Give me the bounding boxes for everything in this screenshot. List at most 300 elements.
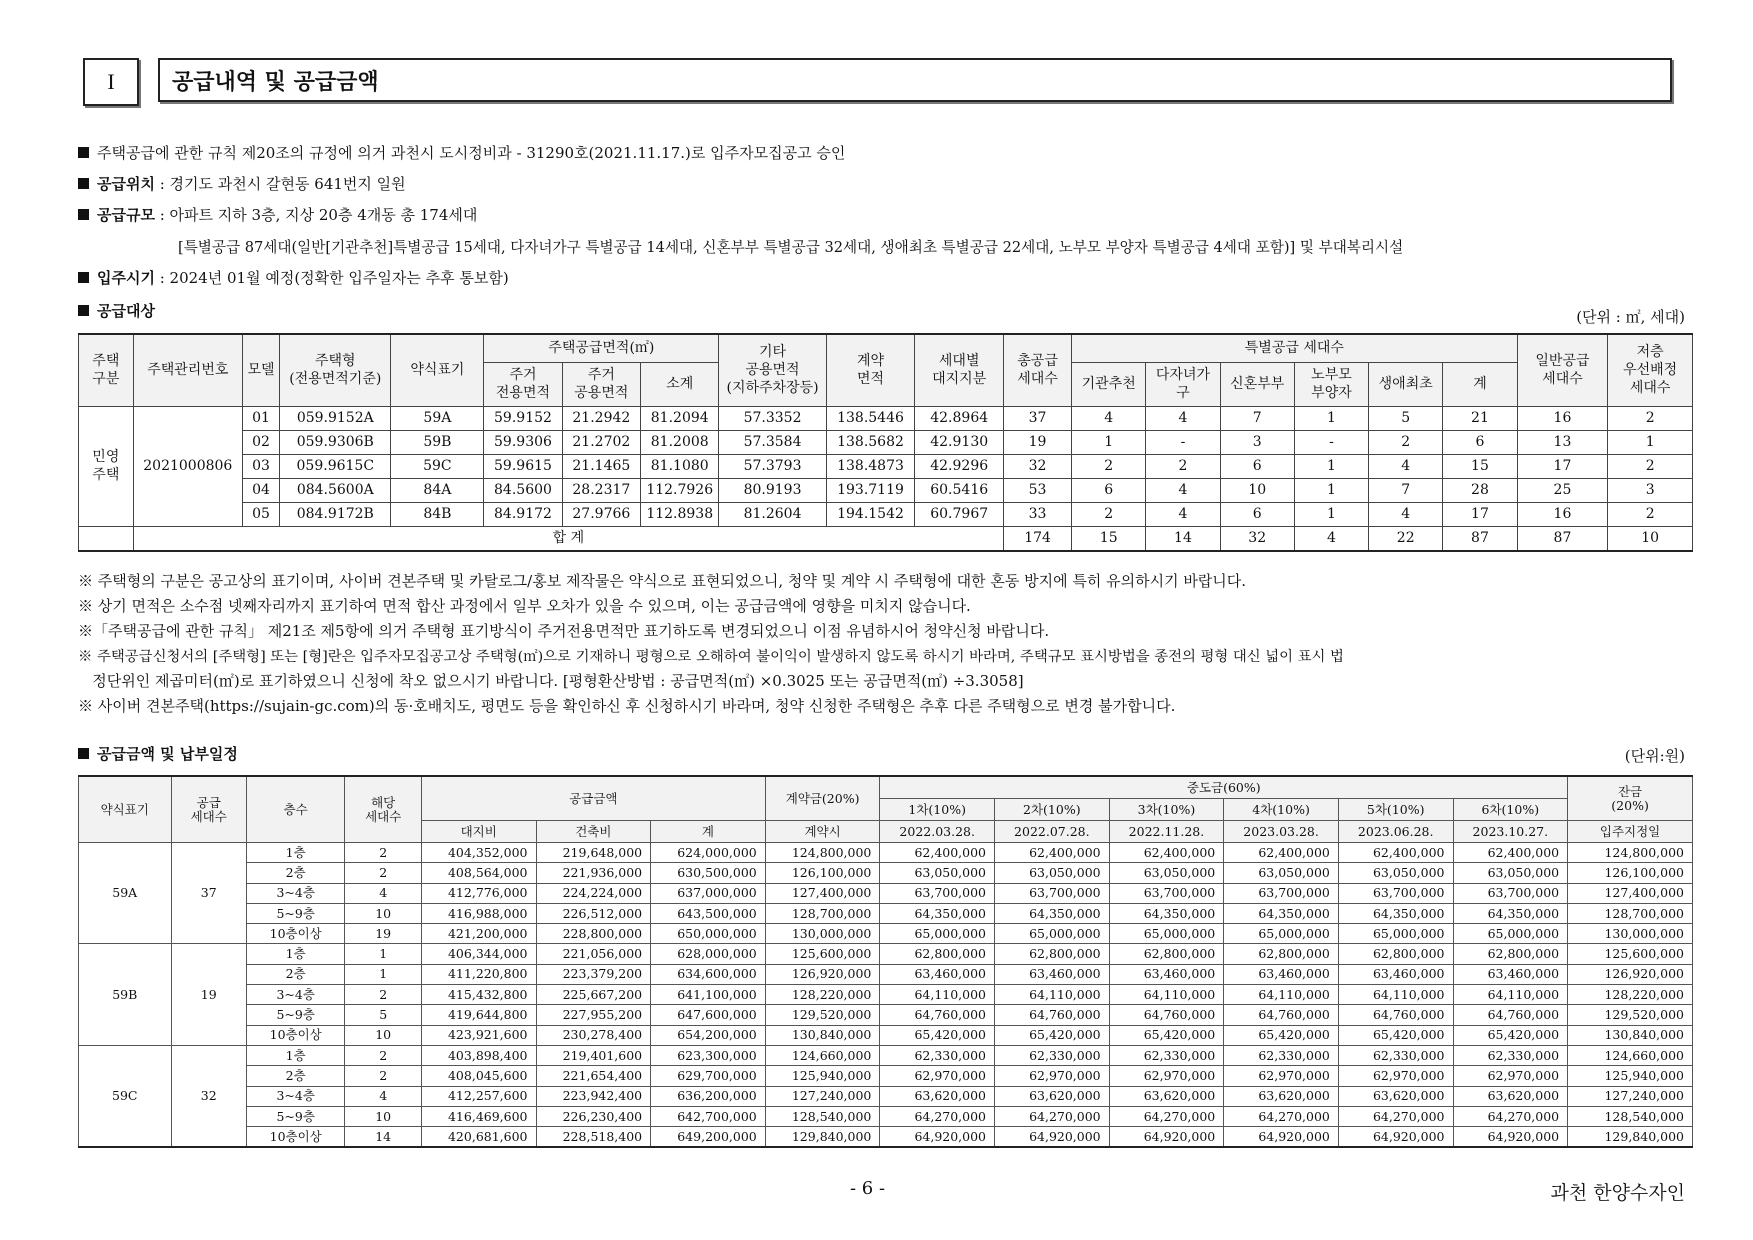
table-cell: 130,000,000 [1568, 924, 1693, 944]
table-cell: 64,350,000 [880, 903, 995, 923]
table-cell: 63,620,000 [880, 1086, 995, 1106]
hdr-land: 대지비 [421, 821, 536, 843]
table-cell: 17 [1517, 454, 1608, 478]
table-cell: 636,200,000 [651, 1086, 766, 1106]
table-cell: 57.3793 [719, 454, 826, 478]
table-cell: 62,400,000 [1109, 843, 1224, 863]
table-cell: 64,270,000 [1224, 1106, 1339, 1126]
note: ※ 상기 면적은 소수점 넷째자리까지 표기하여 면적 합산 과정에서 일부 오차가 있을 수 있으며, 이는 공급금액에 영향을 미치지 않습니다. [78, 597, 971, 615]
table-row [79, 944, 1693, 964]
hdr-firsttime: 생애최초 [1369, 362, 1443, 406]
table-cell: 223,379,200 [536, 964, 651, 984]
hdr-price-group: 공급금액 [421, 776, 765, 821]
location-line [78, 173, 406, 194]
table-cell: 64,110,000 [1453, 985, 1568, 1005]
hdr-newlywed: 신혼부부 [1220, 362, 1294, 406]
table-cell: 634,600,000 [651, 964, 766, 984]
hdr-contract-area: 계약 면적 [826, 334, 915, 406]
table-cell: 1층 [246, 1045, 345, 1065]
table-cell: 4 [1072, 406, 1146, 430]
table-cell: 63,460,000 [1224, 964, 1339, 984]
table-cell: 65,420,000 [1338, 1025, 1453, 1045]
note: ※ 주택공급신청서의 [주택형] 또는 [형]란은 입주자모집공고상 주택형(㎡)으로 기재하니 평형으로 오해하여 불이익이 발생하지 않도록 하시기 바라며, 주택규모 표시방법을 종전의 평형 대신 넓이 표시 법 [78, 649, 1344, 665]
table-cell: 57.3352 [719, 406, 826, 430]
table-cell: 64,920,000 [995, 1127, 1110, 1148]
note: 정단위인 제곱미터(㎡)로 표기하였으니 신청에 착오 없으시기 바랍니다. [평형환산방법 : 공급면적(㎡) ×0.3025 또는 공급면적(㎡) ÷3.3058] [78, 672, 1024, 690]
hdr-house-type: 주택형 (전용면적기준) [280, 334, 391, 406]
hdr-institution: 기관추천 [1072, 362, 1146, 406]
notes-block [78, 570, 1698, 720]
table-cell: 21.1465 [562, 454, 640, 478]
table-cell: 64,270,000 [1338, 1106, 1453, 1126]
table-cell: 1층 [246, 944, 345, 964]
table-cell: 62,970,000 [1338, 1066, 1453, 1086]
table-cell: 127,240,000 [1568, 1086, 1693, 1106]
abbr-cell: 59C [79, 1045, 172, 1147]
table-cell: 416,988,000 [421, 903, 536, 923]
total-label: 합 계 [133, 526, 1003, 551]
table-cell: 63,460,000 [1338, 964, 1453, 984]
table-cell: 126,100,000 [765, 863, 880, 883]
table-cell: 059.9152A [280, 406, 391, 430]
table-cell: 5~9층 [246, 1005, 345, 1025]
table-cell: 125,600,000 [1568, 944, 1693, 964]
table-cell: 62,970,000 [880, 1066, 995, 1086]
table-cell: 64,110,000 [1224, 985, 1339, 1005]
table-cell: 14 [345, 1127, 421, 1148]
table-cell: 21.2702 [562, 430, 640, 454]
table-cell: 138.5446 [826, 406, 915, 430]
table-cell: 64,920,000 [1109, 1127, 1224, 1148]
table-row [79, 1106, 1693, 1126]
bullet-square-icon [78, 305, 89, 316]
price-schedule-unit: (단위:원) [1624, 747, 1685, 765]
table-cell: 10층이상 [246, 1127, 345, 1148]
table-cell: 130,840,000 [1568, 1025, 1693, 1045]
table-row [79, 502, 1693, 526]
scale-line [78, 204, 477, 225]
table-cell: 419,644,800 [421, 1005, 536, 1025]
units-cell: 37 [171, 843, 246, 944]
table-cell: 226,512,000 [536, 903, 651, 923]
table-cell: 4 [1369, 502, 1443, 526]
scale-text: : 아파트 지하 3층, 지상 20층 4개동 총 174세대 [154, 206, 478, 224]
total-cell: 10 [1608, 526, 1693, 551]
table-cell: 59.9306 [484, 430, 562, 454]
table-row [79, 1005, 1693, 1025]
table-cell: 25 [1517, 478, 1608, 502]
table-row [79, 1025, 1693, 1045]
supply-target-unit: (단위 : ㎡, 세대) [1576, 308, 1685, 326]
scale-label: 공급규모 [97, 206, 155, 224]
table-cell: 63,460,000 [880, 964, 995, 984]
table-cell: 63,050,000 [1224, 863, 1339, 883]
table-cell: 623,300,000 [651, 1045, 766, 1065]
hdr-middle-3: 3차(10%) [1109, 799, 1224, 821]
table-cell: 221,056,000 [536, 944, 651, 964]
price-schedule-heading-text: 공급금액 및 납부일정 [97, 745, 238, 763]
total-row [79, 526, 1693, 551]
table-cell: 64,920,000 [880, 1127, 995, 1148]
table-cell: 10 [345, 1106, 421, 1126]
table-cell: 63,460,000 [995, 964, 1110, 984]
table-cell: 224,224,000 [536, 883, 651, 903]
table-cell: 1 [345, 944, 421, 964]
table-cell: 408,564,000 [421, 863, 536, 883]
table-cell: 654,200,000 [651, 1025, 766, 1045]
table-cell: 63,050,000 [1109, 863, 1224, 883]
table-row [79, 1045, 1693, 1065]
table-cell: 81.2008 [641, 430, 719, 454]
table-cell: 5~9층 [246, 1106, 345, 1126]
table-cell: 64,350,000 [1453, 903, 1568, 923]
table-cell: 62,400,000 [1338, 843, 1453, 863]
table-row [79, 863, 1693, 883]
table-cell: 193.7119 [826, 478, 915, 502]
hdr-special-group: 특별공급 세대수 [1072, 334, 1518, 362]
table-cell: 130,840,000 [765, 1025, 880, 1045]
table-cell: 4 [345, 1086, 421, 1106]
table-cell: 65,420,000 [1109, 1025, 1224, 1045]
table-cell: 62,970,000 [995, 1066, 1110, 1086]
table-row [79, 406, 1693, 430]
mgmt-no-cell: 2021000806 [133, 406, 242, 526]
table-cell: 412,257,600 [421, 1086, 536, 1106]
table-cell: 63,700,000 [1453, 883, 1568, 903]
hdr-middle-date-4: 2023.03.28. [1224, 821, 1339, 843]
table-cell: 423,921,600 [421, 1025, 536, 1045]
table-cell: 1 [345, 964, 421, 984]
hdr-type-group: 주택 구분 [79, 334, 134, 406]
bullet-square-icon [78, 178, 89, 189]
table-cell: 05 [242, 502, 279, 526]
table-cell: 27.9766 [562, 502, 640, 526]
table-cell: 65,000,000 [995, 924, 1110, 944]
table-cell: 64,110,000 [1338, 985, 1453, 1005]
table-cell: 084.5600A [280, 478, 391, 502]
table-cell: 4 [345, 883, 421, 903]
table-cell: 125,940,000 [1568, 1066, 1693, 1086]
table-cell: 412,776,000 [421, 883, 536, 903]
table-cell: 64,760,000 [1224, 1005, 1339, 1025]
hdr-deposit-when: 계약시 [765, 821, 880, 843]
table-cell: 62,330,000 [995, 1045, 1110, 1065]
table-cell: 1 [1294, 478, 1368, 502]
table-cell: 228,518,400 [536, 1127, 651, 1148]
table-cell: 62,800,000 [1109, 944, 1224, 964]
table-cell: 60.5416 [915, 478, 1004, 502]
hdr-middle-2: 2차(10%) [995, 799, 1110, 821]
scale-detail: [특별공급 87세대(일반[기관추천]특별공급 15세대, 다자녀가구 특별공급 14세대, 신혼부부 특별공급 32세대, 생애최초 특별공급 22세대, 노부모 부양자 특별공급 4세대 포함)] 및 부대복리시설 [178, 239, 1404, 256]
hdr-middle-date-1: 2022.03.28. [880, 821, 995, 843]
table-cell: 64,760,000 [1453, 1005, 1568, 1025]
table-cell: 2 [1146, 454, 1220, 478]
table-cell: 64,350,000 [1338, 903, 1453, 923]
table-cell: 63,050,000 [880, 863, 995, 883]
table-cell: 01 [242, 406, 279, 430]
table-cell: 421,200,000 [421, 924, 536, 944]
table-cell: 63,620,000 [1109, 1086, 1224, 1106]
page-number: - 6 - [850, 1178, 886, 1199]
table-row [79, 454, 1693, 478]
table-cell: 10층이상 [246, 1025, 345, 1045]
table-cell: 64,270,000 [995, 1106, 1110, 1126]
table-cell: 129,520,000 [1568, 1005, 1693, 1025]
total-cell: 4 [1294, 526, 1368, 551]
hdr-deposit: 계약금(20%) [765, 776, 880, 821]
table-cell: 63,700,000 [1109, 883, 1224, 903]
hdr-subtotal: 소계 [641, 362, 719, 406]
table-cell: 127,400,000 [765, 883, 880, 903]
table-cell: 62,330,000 [1109, 1045, 1224, 1065]
table-cell: 59B [391, 430, 484, 454]
supply-target-heading-text: 공급대상 [97, 302, 155, 320]
table-cell: 3 [1220, 430, 1294, 454]
table-cell: 647,600,000 [651, 1005, 766, 1025]
table-cell: 059.9615C [280, 454, 391, 478]
hdr-floor-units: 해당 세대수 [345, 776, 421, 843]
hdr-land-share: 세대별 대지지분 [915, 334, 1004, 406]
table-cell: 81.2604 [719, 502, 826, 526]
movein-line [78, 267, 509, 288]
note: ※ 주택형의 구분은 공고상의 표기이며, 사이버 견본주택 및 카탈로그/홍보 제작물은 약식으로 표현되었으니, 청약 및 계약 시 주택형에 대한 혼동 방지에 특히 유의하시기 바랍니다. [78, 572, 1247, 590]
table-cell: 2 [1608, 454, 1693, 478]
hdr-elderly: 노부모 부양자 [1294, 362, 1368, 406]
table-cell: 2층 [246, 863, 345, 883]
table-cell: 62,800,000 [995, 944, 1110, 964]
table-cell: 84A [391, 478, 484, 502]
table-cell: 10 [345, 1025, 421, 1045]
table-cell: 65,420,000 [995, 1025, 1110, 1045]
table-cell: 1 [1072, 430, 1146, 454]
table-cell: 6 [1220, 454, 1294, 478]
table-cell: 130,000,000 [765, 924, 880, 944]
table-cell: 1층 [246, 843, 345, 863]
table-row [79, 964, 1693, 984]
hdr-middle-5: 5차(10%) [1338, 799, 1453, 821]
table-cell: 60.7967 [915, 502, 1004, 526]
table-cell: 65,000,000 [1338, 924, 1453, 944]
table-cell: 4 [1369, 454, 1443, 478]
location-text: : 경기도 과천시 갈현동 641번지 일원 [154, 175, 406, 193]
table-cell: 10 [1220, 478, 1294, 502]
table-cell: 13 [1517, 430, 1608, 454]
table-cell: 62,400,000 [995, 843, 1110, 863]
table-cell: 124,800,000 [1568, 843, 1693, 863]
table-cell: 650,000,000 [651, 924, 766, 944]
table-cell: 403,898,400 [421, 1045, 536, 1065]
table-cell: 406,344,000 [421, 944, 536, 964]
table-cell: 19 [345, 924, 421, 944]
table-cell: 226,230,400 [536, 1106, 651, 1126]
hdr-common: 주거 공용면적 [562, 362, 640, 406]
units-cell: 32 [171, 1045, 246, 1147]
table-cell: 227,955,200 [536, 1005, 651, 1025]
table-cell: 221,936,000 [536, 863, 651, 883]
total-cell: 22 [1369, 526, 1443, 551]
table-cell: 219,401,600 [536, 1045, 651, 1065]
table-cell: 64,110,000 [995, 985, 1110, 1005]
section-title: 공급내역 및 공급금액 [158, 58, 1672, 102]
table-cell: 059.9306B [280, 430, 391, 454]
table-cell: 411,220,800 [421, 964, 536, 984]
table-cell: 21 [1443, 406, 1517, 430]
section-number: I [83, 58, 139, 106]
hdr-units: 공급 세대수 [171, 776, 246, 843]
table-cell: 59.9615 [484, 454, 562, 478]
table-cell: 2층 [246, 1066, 345, 1086]
table-cell: 64,920,000 [1338, 1127, 1453, 1148]
table-cell: 10층이상 [246, 924, 345, 944]
table-cell: 63,700,000 [995, 883, 1110, 903]
table-row [79, 1086, 1693, 1106]
table-row [79, 1127, 1693, 1148]
table-cell: 2 [1608, 406, 1693, 430]
price-schedule-table [78, 775, 1693, 1148]
type-group-cell: 민영 주택 [79, 406, 134, 526]
table-cell: 128,700,000 [765, 903, 880, 923]
table-cell: 420,681,600 [421, 1127, 536, 1148]
table-cell: 3 [1608, 478, 1693, 502]
hdr-floor: 층수 [246, 776, 345, 843]
table-row [79, 478, 1693, 502]
table-cell: 1 [1294, 502, 1368, 526]
table-cell: 6 [1220, 502, 1294, 526]
table-cell: 65,420,000 [1224, 1025, 1339, 1045]
movein-label: 입주시기 [97, 269, 155, 287]
table-row [79, 430, 1693, 454]
table-cell: 128,540,000 [1568, 1106, 1693, 1126]
hdr-abbr: 약식표기 [79, 776, 172, 843]
table-cell: 02 [242, 430, 279, 454]
table-cell: 128,700,000 [1568, 903, 1693, 923]
table-cell: 64,350,000 [1109, 903, 1224, 923]
table-cell: 2 [345, 1066, 421, 1086]
table-cell: 80.9193 [719, 478, 826, 502]
table-cell: 62,970,000 [1109, 1066, 1224, 1086]
table-cell: 1 [1608, 430, 1693, 454]
table-cell: 221,654,400 [536, 1066, 651, 1086]
units-cell: 19 [171, 944, 246, 1045]
table-cell: 42.9296 [915, 454, 1004, 478]
table-cell: 64,760,000 [995, 1005, 1110, 1025]
table-cell: 42.8964 [915, 406, 1004, 430]
table-cell: 128,540,000 [765, 1106, 880, 1126]
table-cell: 65,420,000 [1453, 1025, 1568, 1045]
table-cell: 62,800,000 [1224, 944, 1339, 964]
table-cell: 37 [1004, 406, 1072, 430]
table-cell: 5 [345, 1005, 421, 1025]
table-cell: 63,050,000 [1338, 863, 1453, 883]
table-cell: 84.9172 [484, 502, 562, 526]
table-row [79, 985, 1693, 1005]
bullet-square-icon [78, 147, 89, 158]
table-cell: 124,660,000 [1568, 1045, 1693, 1065]
table-cell: 33 [1004, 502, 1072, 526]
table-cell: 129,840,000 [1568, 1127, 1693, 1148]
table-cell: 138.5682 [826, 430, 915, 454]
hdr-balance: 잔금 (20%) [1568, 776, 1693, 821]
table-cell: 415,432,800 [421, 985, 536, 1005]
table-cell: 65,000,000 [880, 924, 995, 944]
table-cell: 127,240,000 [765, 1086, 880, 1106]
table-cell: 81.2094 [641, 406, 719, 430]
abbr-cell: 59A [79, 843, 172, 944]
table-cell: 2 [1608, 502, 1693, 526]
table-cell: 225,667,200 [536, 985, 651, 1005]
table-cell: 62,400,000 [1224, 843, 1339, 863]
table-cell: 194.1542 [826, 502, 915, 526]
table-cell: 1 [1294, 454, 1368, 478]
hdr-middle-date-5: 2023.06.28. [1338, 821, 1453, 843]
table-cell: 03 [242, 454, 279, 478]
table-cell: 7 [1369, 478, 1443, 502]
table-cell: 84B [391, 502, 484, 526]
note: ※「주택공급에 관한 규칙」 제21조 제5항에 의거 주택형 표기방식이 주거전용면적만 표기하도록 변경되었으니 이점 유념하시어 청약신청 바랍니다. [78, 622, 1050, 640]
table-cell: 64,110,000 [880, 985, 995, 1005]
table-cell: 32 [1004, 454, 1072, 478]
table-cell: 416,469,600 [421, 1106, 536, 1126]
table-cell: 63,460,000 [1453, 964, 1568, 984]
table-cell: 59.9152 [484, 406, 562, 430]
table-cell: 219,648,000 [536, 843, 651, 863]
location-label: 공급위치 [97, 175, 155, 193]
table-cell: 65,000,000 [1109, 924, 1224, 944]
hdr-middle-group: 중도금(60%) [880, 776, 1568, 799]
table-cell: 64,350,000 [1224, 903, 1339, 923]
hdr-area-group: 주택공급면적(㎡) [484, 334, 719, 362]
hdr-general: 일반공급 세대수 [1517, 334, 1608, 406]
table-cell: 125,600,000 [765, 944, 880, 964]
hdr-model: 모델 [242, 334, 279, 406]
table-cell: 62,330,000 [1224, 1045, 1339, 1065]
table-cell: 62,970,000 [1224, 1066, 1339, 1086]
bullet-square-icon [78, 272, 89, 283]
table-cell: 64,270,000 [1109, 1106, 1224, 1126]
approval-line [78, 142, 845, 163]
hdr-building: 건축비 [536, 821, 651, 843]
table-row [79, 883, 1693, 903]
table-cell: 15 [1443, 454, 1517, 478]
total-cell: 15 [1072, 526, 1146, 551]
table-cell: 7 [1220, 406, 1294, 430]
table-cell: 17 [1443, 502, 1517, 526]
table-cell: 630,500,000 [651, 863, 766, 883]
approval-text: 주택공급에 관한 규칙 제20조의 규정에 의거 과천시 도시정비과 - 31290호(2021.11.17.)로 입주자모집공고 승인 [97, 144, 846, 162]
table-cell: 65,000,000 [1224, 924, 1339, 944]
supply-target-heading [78, 300, 155, 321]
table-cell: 81.1080 [641, 454, 719, 478]
table-cell: 230,278,400 [536, 1025, 651, 1045]
table-cell: 2 [345, 843, 421, 863]
hdr-middle-4: 4차(10%) [1224, 799, 1339, 821]
table-cell: 112.8938 [641, 502, 719, 526]
total-cell: 174 [1004, 526, 1072, 551]
table-cell: 28.2317 [562, 478, 640, 502]
table-cell: 57.3584 [719, 430, 826, 454]
table-cell: 63,460,000 [1109, 964, 1224, 984]
hdr-multichild: 다자녀가 구 [1146, 362, 1220, 406]
table-cell: 64,920,000 [1224, 1127, 1339, 1148]
table-cell: 63,700,000 [1224, 883, 1339, 903]
table-cell: 128,220,000 [765, 985, 880, 1005]
table-cell: 3~4층 [246, 1086, 345, 1106]
table-cell: 6 [1443, 430, 1517, 454]
table-cell: 64,270,000 [1453, 1106, 1568, 1126]
table-cell: 63,620,000 [1224, 1086, 1339, 1106]
table-cell: 64,350,000 [995, 903, 1110, 923]
table-cell: 64,110,000 [1109, 985, 1224, 1005]
